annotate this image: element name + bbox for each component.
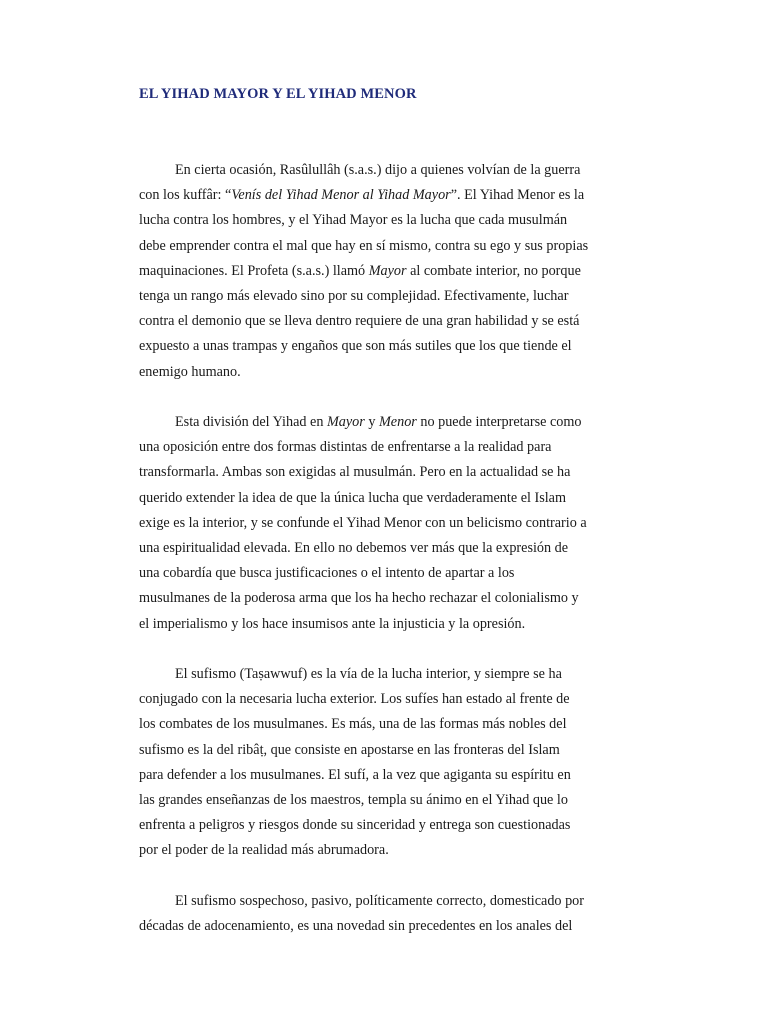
- text-segment: El sufismo (Taṣawwuf) es la vía de la lucha interior, y siempre se ha: [175, 666, 562, 683]
- text-line: [139, 486, 631, 511]
- text-line: [139, 586, 631, 611]
- text-line: [139, 813, 631, 838]
- text-line: [139, 259, 631, 284]
- text-segment: Esta división del Yihad en: [175, 414, 327, 431]
- paragraph: [139, 158, 631, 385]
- text-segment: conjugado con la necesaria lucha exterior. Los sufíes han estado al frente de: [139, 691, 570, 708]
- text-line: [139, 183, 631, 208]
- document-body: [139, 158, 631, 964]
- paragraph: [139, 410, 631, 637]
- text-segment: ”. El Yihad Menor es la: [450, 187, 585, 204]
- text-segment: contra el demonio que se lleva dentro requiere de una gran habilidad y se está: [139, 313, 580, 330]
- text-segment: por el poder de la realidad más abrumadora.: [139, 842, 389, 859]
- document-title: EL YIHAD MAYOR Y EL YIHAD MENOR: [139, 86, 417, 102]
- text-line: [139, 460, 631, 485]
- text-segment: En cierta ocasión, Rasûlullâh (s.a.s.) dijo a quienes volvían de la guerra: [175, 162, 581, 178]
- text-segment: una cobardía que busca justificaciones o el intento de apartar a los: [139, 565, 515, 582]
- text-line: [139, 536, 631, 561]
- emphasized-text: Mayor: [368, 262, 407, 279]
- text-line: [139, 410, 631, 435]
- text-line: [139, 662, 631, 687]
- text-line: [139, 763, 631, 788]
- text-line: [139, 284, 631, 309]
- text-line: [139, 788, 631, 813]
- text-segment: para defender a los musulmanes. El sufí, a la vez que agiganta su espíritu en: [139, 766, 571, 783]
- text-segment: tenga un rango más elevado sino por su complejidad. Efectivamente, luchar: [139, 288, 569, 305]
- text-line: [139, 360, 631, 385]
- text-segment: enemigo humano.: [139, 363, 241, 380]
- text-line: [139, 561, 631, 586]
- text-segment: las grandes enseñanzas de los maestros, templa su ánimo en el Yihad que lo: [139, 792, 568, 809]
- text-line: [139, 687, 631, 712]
- text-line: [139, 712, 631, 737]
- paragraph: [139, 889, 631, 939]
- text-line: [139, 511, 631, 536]
- text-line: [139, 889, 631, 914]
- text-segment: una espiritualidad elevada. En ello no debemos ver más que la expresión de: [139, 540, 569, 557]
- text-segment: al combate interior, no porque: [406, 262, 581, 279]
- text-segment: décadas de adocenamiento, es una novedad sin precedentes en los anales del: [139, 918, 573, 935]
- text-segment: enfrenta a peligros y riesgos donde su sinceridad y entrega son cuestionadas: [139, 817, 571, 834]
- text-segment: debe emprender contra el mal que hay en sí mismo, contra su ego y sus propias: [139, 237, 589, 254]
- text-line: [139, 914, 631, 939]
- text-segment: los combates de los musulmanes. Es más, una de las formas más nobles del: [139, 716, 567, 733]
- text-segment: musulmanes de la poderosa arma que los ha hecho rechazar el colonialismo y: [139, 590, 579, 607]
- text-segment: maquinaciones. El Profeta (s.a.s.) llamó: [139, 262, 369, 279]
- text-line: [139, 158, 631, 183]
- text-segment: y: [364, 414, 379, 431]
- text-segment: querido extender la idea de que la única lucha que verdaderamente el Islam: [139, 489, 566, 506]
- text-segment: con los kuffâr: “: [139, 187, 232, 204]
- text-line: [139, 334, 631, 359]
- emphasized-text: Venís del Yihad Menor al Yihad Mayor: [231, 187, 451, 204]
- emphasized-text: Menor: [378, 414, 417, 431]
- text-segment: lucha contra los hombres, y el Yihad Mayor es la lucha que cada musulmán: [139, 212, 568, 229]
- text-segment: el imperialismo y los hace insumisos ante la injusticia y la opresión.: [139, 615, 526, 632]
- text-line: [139, 309, 631, 334]
- text-segment: no puede interpretarse como: [416, 414, 582, 431]
- text-segment: sufismo es la del ribâṭ, que consiste en apostarse en las fronteras del Islam: [139, 741, 560, 758]
- text-line: [139, 612, 631, 637]
- paragraph: [139, 662, 631, 864]
- emphasized-text: Mayor: [326, 414, 365, 431]
- text-line: [139, 208, 631, 233]
- text-segment: expuesto a unas trampas y engaños que son más sutiles que los que tiende el: [139, 338, 572, 355]
- text-segment: transformarla. Ambas son exigidas al musulmán. Pero en la actualidad se ha: [139, 464, 571, 481]
- text-segment: una oposición entre dos formas distintas de enfrentarse a la realidad para: [139, 439, 552, 456]
- text-line: [139, 435, 631, 460]
- text-line: [139, 234, 631, 259]
- text-line: [139, 738, 631, 763]
- text-segment: El sufismo sospechoso, pasivo, políticamente correcto, domesticado por: [175, 892, 584, 909]
- text-line: [139, 838, 631, 863]
- text-segment: exige es la interior, y se confunde el Yihad Menor con un belicismo contrario a: [139, 514, 587, 531]
